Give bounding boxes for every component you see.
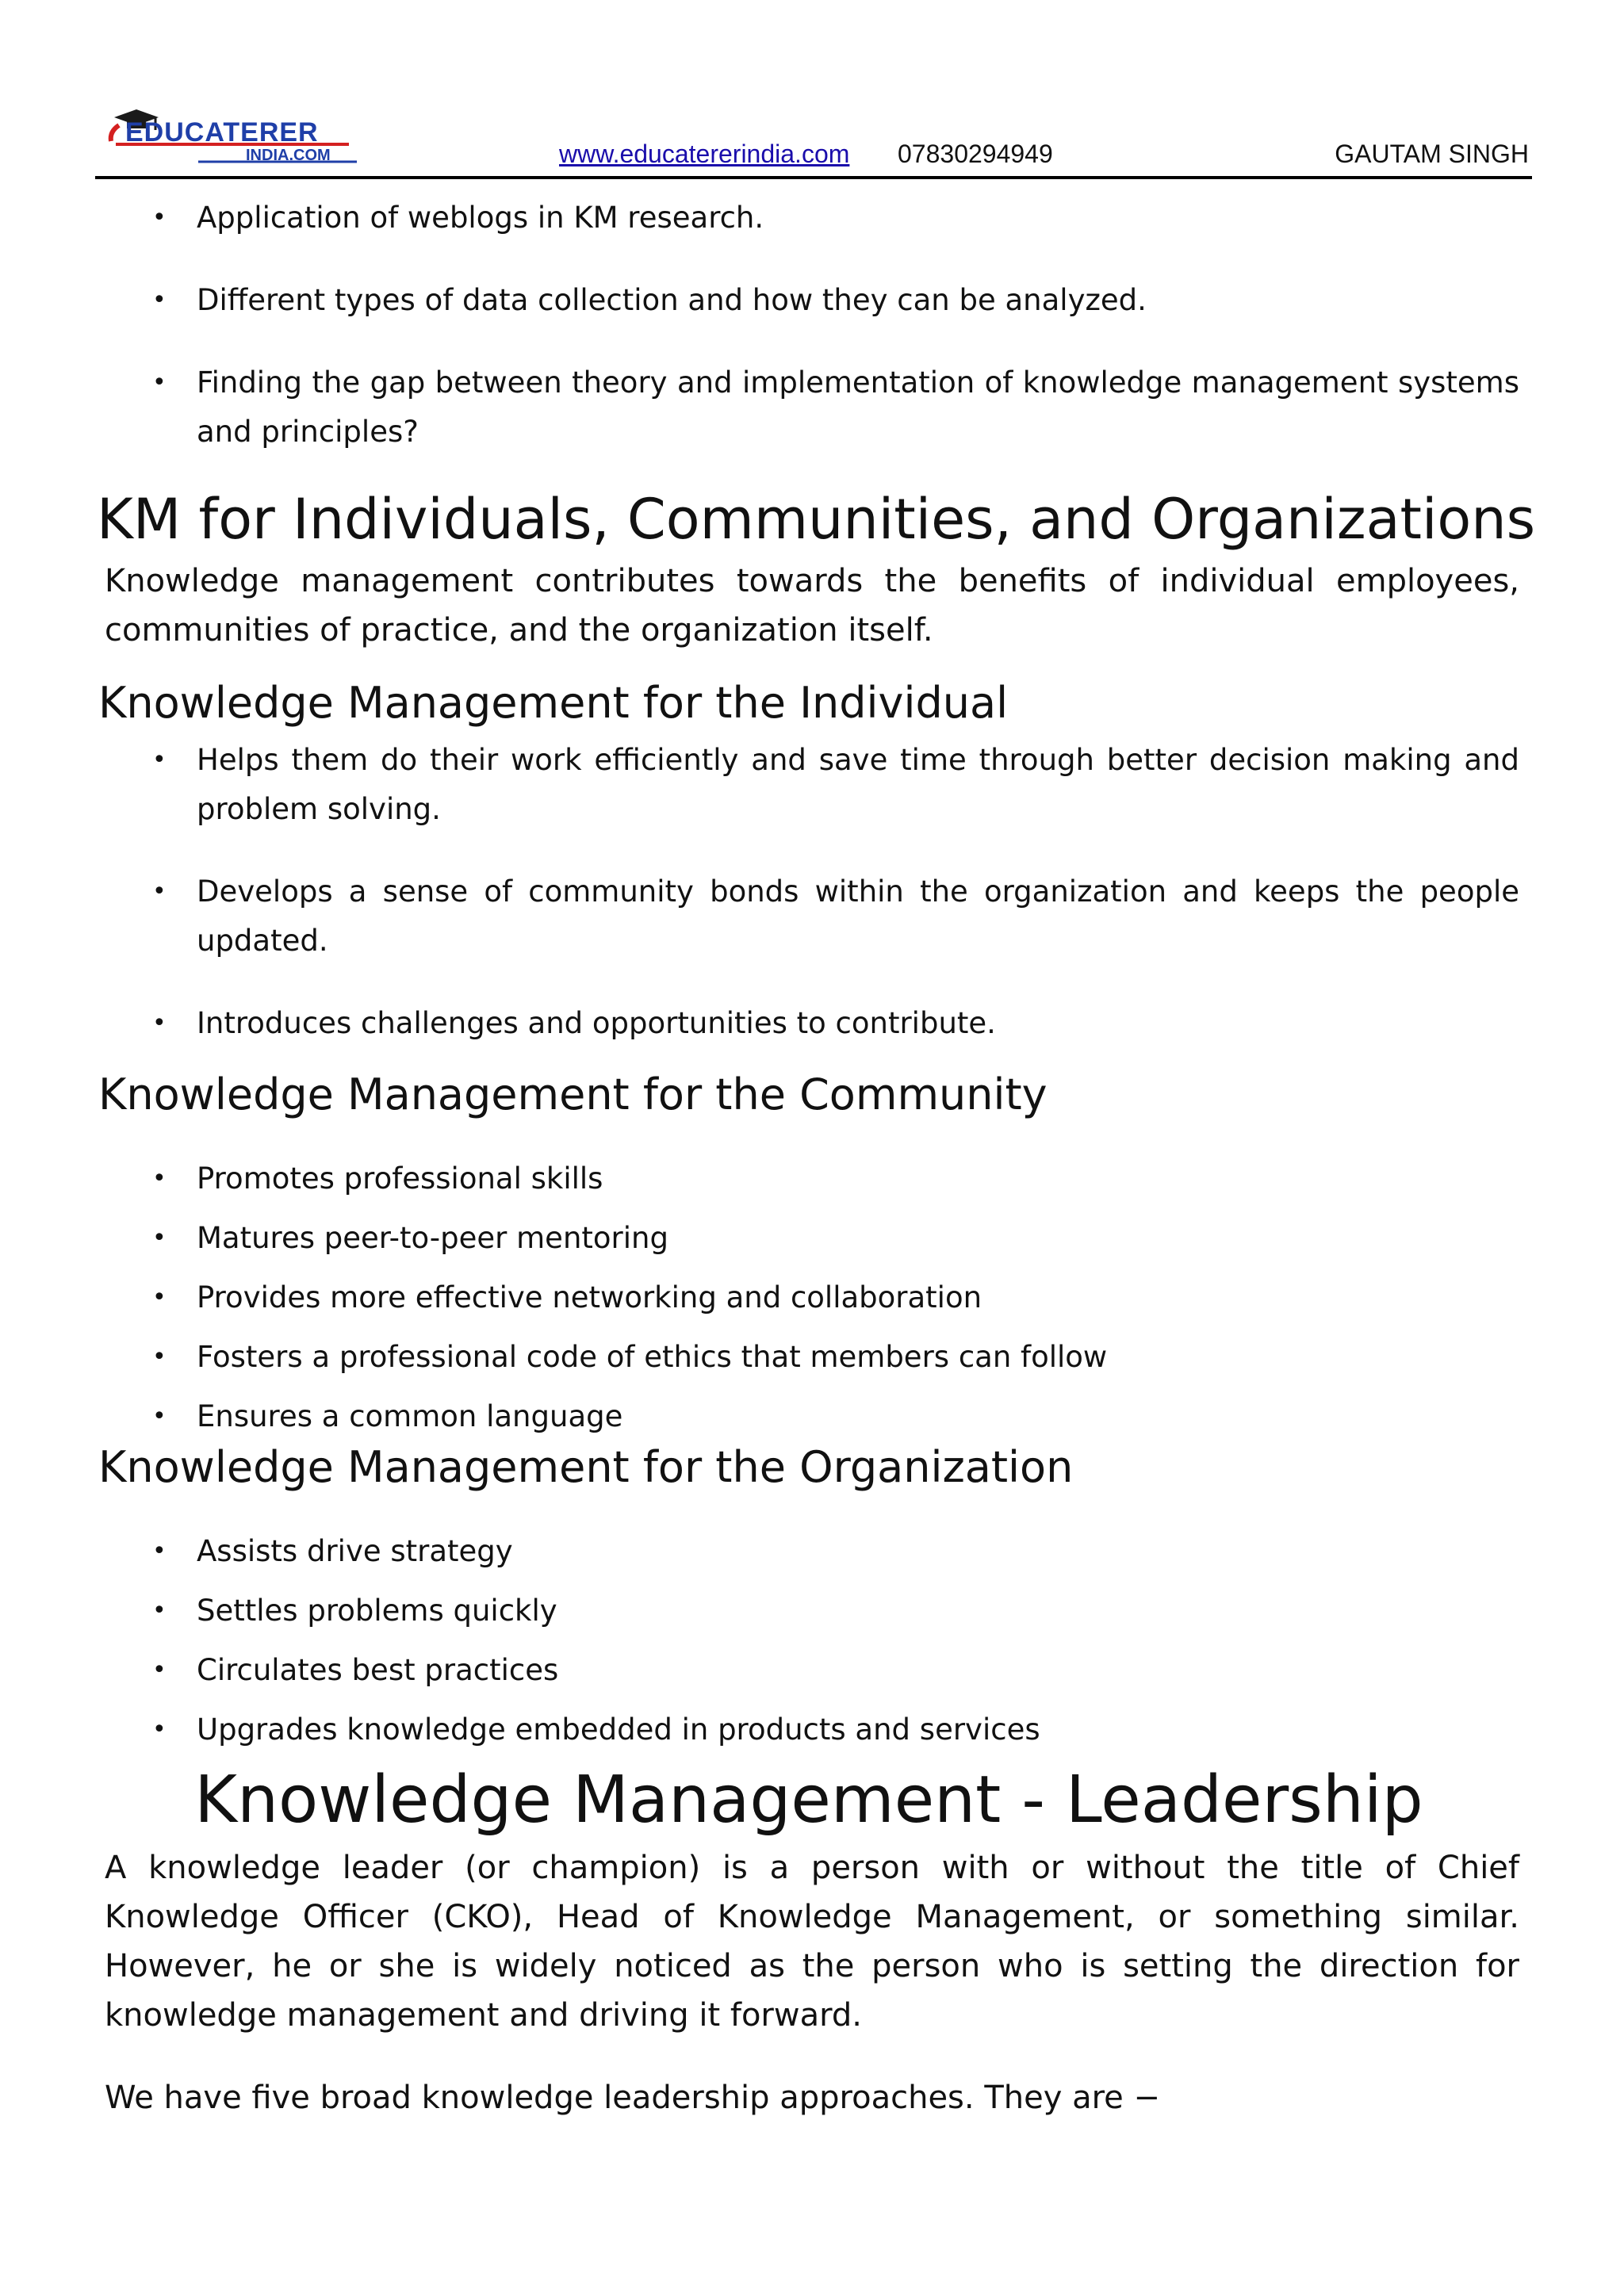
bullet-icon: •	[152, 1224, 167, 1252]
bullet-icon: •	[152, 1284, 167, 1311]
bullet-icon: •	[152, 1656, 167, 1684]
educaterer-logo	[103, 100, 365, 163]
bullet-icon: •	[152, 369, 167, 396]
list-item: • Provides more effective networking and collaboration	[98, 1273, 1519, 1322]
subtitle-community: Knowledge Management for the Community	[98, 1070, 1048, 1119]
bullet-icon: •	[152, 1009, 167, 1037]
author-name: GAUTAM SINGH	[1335, 140, 1529, 168]
list-item: • Introduces challenges and opportunities to contribute.	[98, 999, 1519, 1048]
list-item: • Assists drive strategy	[98, 1527, 1519, 1576]
logo-text-top: EDUCATERER	[125, 117, 319, 147]
bullet-icon: •	[152, 204, 167, 232]
bullet-icon: •	[152, 746, 167, 774]
organization-list	[98, 1527, 1519, 1755]
bullet-icon: •	[152, 1402, 167, 1430]
website-link[interactable]: www.educatererindia.com	[559, 140, 850, 168]
logo-text-bottom: INDIA.COM	[246, 147, 331, 163]
bullet-icon: •	[152, 1537, 167, 1565]
leadership-text-2: We have five broad knowledge leadership approaches. They are −	[105, 2080, 1161, 2116]
list-item: • Fosters a professional code of ethics that members can follow	[98, 1333, 1519, 1382]
list-item: • Settles problems quickly	[98, 1586, 1519, 1636]
community-list	[98, 1154, 1519, 1441]
list-item: • Ensures a common language	[98, 1392, 1519, 1441]
intro-list	[98, 193, 1519, 457]
phone-number: 07830294949	[898, 140, 1053, 168]
section-title-km: KM for Individuals, Communities, and Organizations	[97, 487, 1536, 552]
bullet-icon: •	[152, 1716, 167, 1743]
header-divider	[95, 176, 1532, 179]
page-header	[95, 94, 1532, 179]
subtitle-organization: Knowledge Management for the Organization	[98, 1442, 1074, 1492]
bullet-icon: •	[152, 1597, 167, 1624]
document-body	[97, 184, 1536, 2122]
subtitle-individual: Knowledge Management for the Individual	[98, 678, 1009, 728]
list-item: • Different types of data collection and how they can be analyzed.	[98, 276, 1519, 325]
individual-list	[98, 736, 1519, 1048]
bullet-icon: •	[152, 1165, 167, 1192]
list-item: • Upgrades knowledge embedded in products and services	[98, 1705, 1519, 1755]
leadership-text-1: A knowledge leader (or champion) is a person with or without the title of Chief Knowledge Officer (CKO), Head of Knowledge Management, or something similar. However, he or she is widely noticed as the person who is setting the direction for knowledge management and driving it forward.	[105, 1850, 1519, 2034]
bullet-icon: •	[152, 1343, 167, 1371]
leadership-title: Knowledge Management - Leadership	[194, 1762, 1423, 1838]
list-item: • Helps them do their work efficiently and save time through better decision making and problem solving.	[98, 736, 1519, 834]
bullet-icon: •	[152, 286, 167, 314]
list-item: • Matures peer-to-peer mentoring	[98, 1214, 1519, 1263]
list-item: • Circulates best practices	[98, 1646, 1519, 1695]
section-km-text: Knowledge management contributes towards the benefits of individual employees, communities of practice, and the organization itself.	[105, 563, 1519, 649]
bullet-icon: •	[152, 878, 167, 905]
list-item: • Develops a sense of community bonds within the organization and keeps the people updated.	[98, 867, 1519, 966]
list-item: • Promotes professional skills	[98, 1154, 1519, 1203]
list-item: • Application of weblogs in KM research.	[98, 193, 1519, 243]
list-item: • Finding the gap between theory and implementation of knowledge management systems and principles?	[98, 358, 1519, 457]
